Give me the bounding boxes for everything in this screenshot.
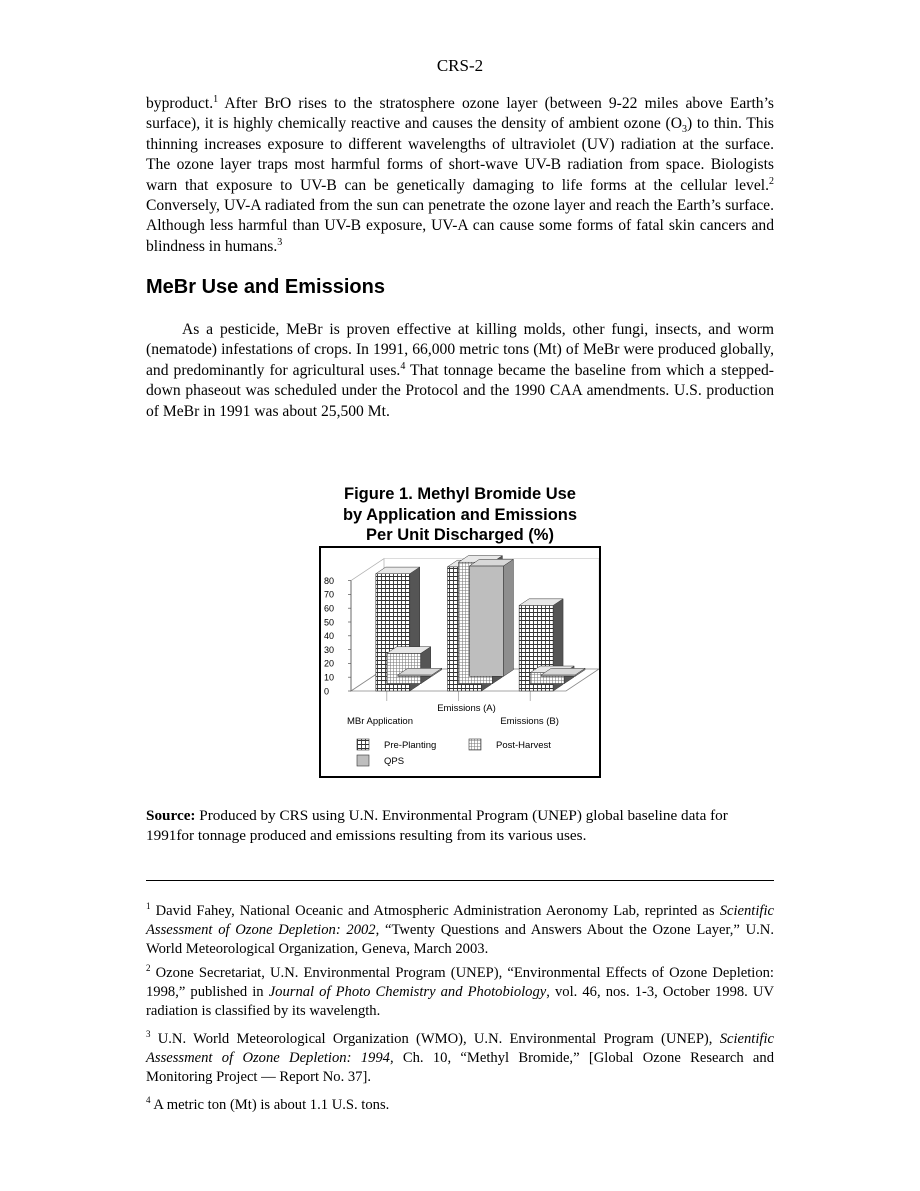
legend-label: Pre-Planting	[384, 740, 437, 751]
footnote-4	[146, 1096, 774, 1115]
bar-post-harvest-0	[387, 647, 431, 684]
figure-title-line-1: Figure 1. Methyl Bromide Use	[344, 485, 576, 503]
ozone-subscript: 3	[682, 124, 687, 136]
footnote-1-text-c: , “Twenty Questions and Answers About the Ozone Layer,” U.N. World Meteorological Organization, Geneva, March 2003.	[146, 922, 774, 957]
footnote-divider	[146, 880, 774, 881]
footnote-3-number: 3	[146, 1029, 151, 1040]
legend-swatch	[357, 755, 369, 766]
legend-swatch	[357, 739, 369, 750]
figure-title-line-2: by Application and Emissions	[342, 505, 578, 524]
footnote-2-text-a: Ozone Secretariat, U.N. Environmental Program (UNEP), “Environmental Effects of Ozone Depletion: 1998,” published in	[146, 965, 774, 1000]
footnote-3	[146, 1030, 774, 1087]
footnote-3-text-a: U.N. World Meteorological Organization (WMO), U.N. Environmental Program (UNEP),	[150, 1031, 720, 1047]
legend-swatch	[469, 739, 481, 750]
footnote-ref-2[interactable]: 2	[769, 175, 774, 187]
footnote-3-text-c: , Ch. 10, “Methyl Bromide,” [Global Ozone Research and Monitoring Project — Report No. 37].	[146, 1050, 774, 1085]
footnote-2-number: 2	[146, 963, 151, 974]
y-tick-label: 10	[324, 672, 335, 683]
y-tick-label: 40	[324, 631, 335, 642]
footnote-2	[146, 964, 774, 1021]
footnote-2-title: Journal of Photo Chemistry and Photobiology	[268, 984, 547, 1000]
section-heading: MeBr Use and Emissions	[146, 276, 385, 298]
y-tick-label: 50	[324, 617, 335, 628]
category-label: MBr Application	[347, 716, 414, 727]
y-tick-label: 80	[324, 575, 335, 586]
footnote-1-text-a: David Fahey, National Oceanic and Atmospheric Administration Aeronomy Lab, reprinted as	[150, 903, 720, 919]
footnote-1	[146, 902, 774, 959]
y-tick-label: 20	[324, 658, 335, 669]
section-text-2: That tonnage became the baseline from which a stepped-down phaseout was scheduled under the Protocol and the 1990 CAA amendments. U.S. production of MeBr in 1991 was about 25,500 Mt.	[146, 361, 774, 420]
intro-text-4: Conversely, UV-A radiated from the sun can penetrate the ozone layer and reach the Earth’s surface. Although less harmful than UV-B exposure, UV-A can cause some forms of fatal skin cancers and blindness in humans.	[146, 197, 774, 255]
footnote-4-text: A metric ton (Mt) is about 1.1 U.S. tons.	[150, 1097, 390, 1113]
legend-label: QPS	[384, 756, 405, 767]
source-label: Source:	[146, 807, 196, 824]
y-tick-label: 30	[324, 644, 335, 655]
source-text: Produced by CRS using U.N. Environmental Program (UNEP) global baseline data for 1991for tonnage produced and emissions resulting from its various uses.	[146, 807, 728, 844]
footnote-ref-1[interactable]: 1	[213, 93, 219, 105]
intro-paragraph	[146, 94, 774, 257]
footnote-3-title: Scientific Assessment of Ozone Depletion: 1994	[146, 1031, 774, 1066]
footnote-2-text-c: , vol. 46, nos. 1-3, October 1998. UV radiation is classified by its wavelength.	[146, 984, 774, 1019]
methyl-bromide-chart	[321, 548, 599, 776]
intro-text-3: ) to thin. This thinning increases exposure to different wavelengths of ultraviolet (UV) radiation at the surface. The ozone layer traps most harmful forms of short-wave UV-B radiation from space. Biologists warn that exposure to UV-B can be genetically damaging to life forms at the cellular level.	[146, 115, 774, 194]
category-label: Emissions (A)	[437, 703, 496, 714]
footnote-4-number: 4	[146, 1095, 151, 1106]
section-text-1: As a pesticide, MeBr is proven effective at killing molds, other fungi, insects, and worm (nematode) infestations of crops. In 1991, 66,000 metric tons (Mt) of MeBr were produced globally, and predominantly for agricultural uses.	[146, 321, 774, 379]
y-tick-label: 70	[324, 589, 335, 600]
section-paragraph	[146, 320, 774, 422]
footnote-1-number: 1	[146, 901, 151, 912]
y-tick-label: 0	[324, 686, 330, 697]
figure-title	[300, 484, 620, 546]
intro-text-2: After BrO rises to the stratosphere ozone layer (between 9-22 miles above Earth’s surface), it is highly chemically reactive and causes the density of ambient ozone (O	[146, 95, 774, 133]
bar-qps-1	[470, 559, 514, 676]
y-tick-label: 60	[324, 603, 335, 614]
page-label: CRS-2	[436, 56, 484, 75]
footnote-ref-4[interactable]: 4	[400, 360, 406, 372]
footnote-ref-3[interactable]: 3	[277, 236, 283, 248]
intro-text-1: byproduct.	[146, 95, 214, 112]
footnote-1-title: Scientific Assessment of Ozone Depletion: 2002	[146, 903, 774, 938]
category-label: Emissions (B)	[500, 716, 559, 727]
chart-frame	[319, 546, 601, 778]
legend-label: Post-Harvest	[496, 740, 551, 751]
figure-title-line-3: Per Unit Discharged (%)	[366, 526, 554, 544]
source-note	[146, 806, 774, 846]
